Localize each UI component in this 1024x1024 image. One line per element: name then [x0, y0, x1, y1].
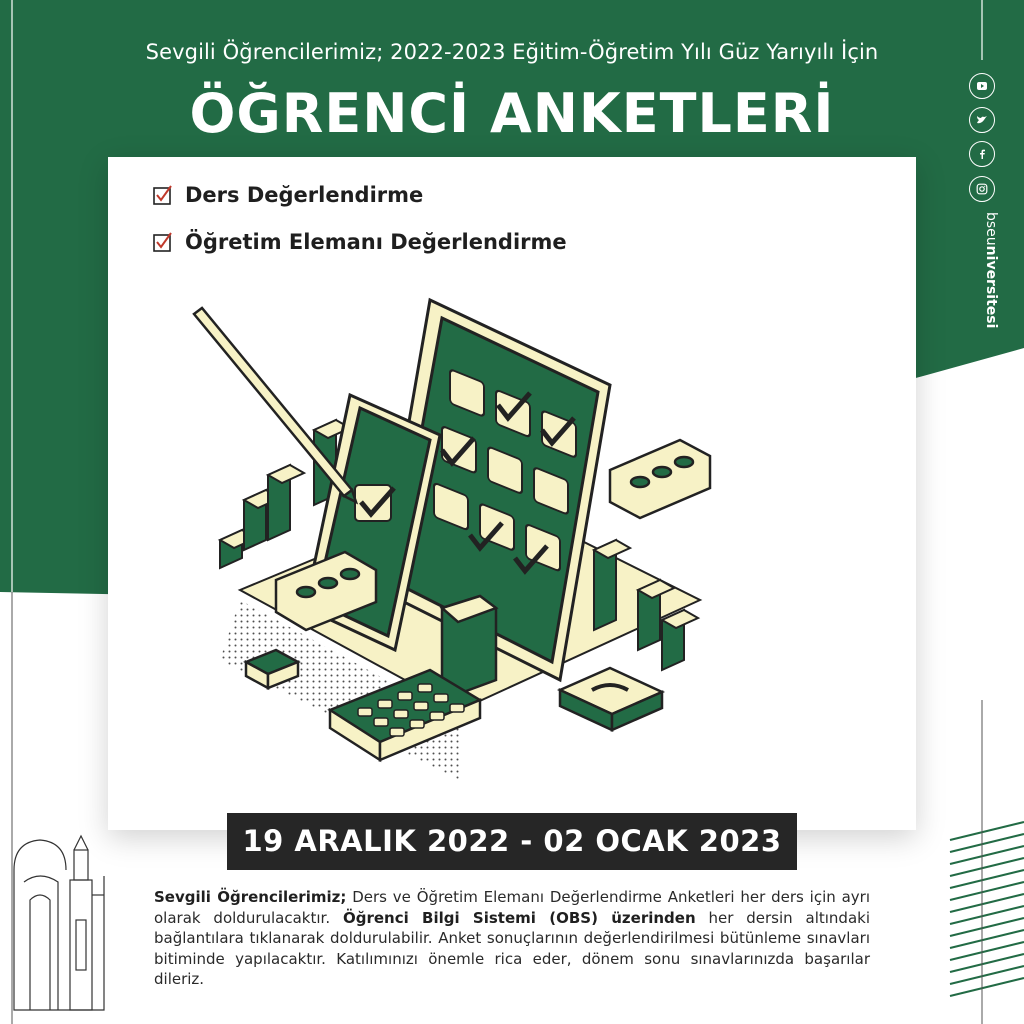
page-subtitle: Sevgili Öğrencilerimiz; 2022-2023 Eğitim-Öğretim Yılı Güz Yarıyılı İçin	[145, 40, 879, 64]
brand-prefix: bseu	[983, 212, 999, 246]
bottom-right-lines	[950, 822, 1024, 996]
instagram-icon[interactable]	[969, 176, 995, 202]
stripe	[916, 384, 1024, 426]
instagram-glyph	[976, 183, 988, 195]
checkbox-checked-icon	[153, 185, 173, 205]
call-button	[560, 668, 662, 730]
brand-bold: niversitesi	[983, 245, 999, 329]
mug	[442, 596, 496, 694]
body-paragraph	[154, 887, 870, 990]
survey-illustration	[180, 290, 740, 790]
checklist-label: Öğretim Elemanı Değerlendirme	[185, 230, 567, 254]
body-part1: Ders ve Öğretim Elemanı Değerlendirme Anketleri her ders için ayrı olarak doldurulacaktır.	[154, 888, 870, 927]
twitter-icon[interactable]	[969, 107, 995, 133]
chat-bubble-right	[610, 440, 710, 518]
facebook-icon[interactable]	[969, 141, 995, 167]
checkbox-checked-icon	[153, 232, 173, 252]
youtube-glyph	[976, 80, 988, 92]
youtube-icon[interactable]	[969, 73, 995, 99]
facebook-glyph	[976, 148, 988, 160]
building-line-art	[14, 836, 104, 1010]
brand-vertical-text	[972, 210, 999, 340]
stripe	[916, 416, 1024, 458]
twitter-glyph	[976, 114, 988, 126]
checklist-item-instructor	[153, 230, 567, 254]
page-title: ÖĞRENCİ ANKETLERİ	[189, 82, 835, 145]
stripe	[916, 448, 1024, 490]
svg-text:bseuniversitesi	[983, 212, 999, 328]
checklist-label: Ders Değerlendirme	[185, 183, 424, 207]
date-banner: 19 ARALIK 2022 - 02 OCAK 2023	[227, 813, 797, 870]
body-part2: her dersin altındaki bağlantılara tıklanarak doldurulabilir. Anket sonuçlarının değerlendirilmesi bütünleme sınavları bitiminde yapılacaktır. Katılımınızı önemle rica eder, dönem sonu sınavlarınızda başarılar dileriz.	[154, 908, 870, 988]
checklist-item-course	[153, 183, 423, 207]
body-bold: Öğrenci Bilgi Sistemi (OBS) üzerinden	[342, 908, 696, 927]
body-lead: Sevgili Öğrencilerimiz;	[154, 888, 347, 906]
